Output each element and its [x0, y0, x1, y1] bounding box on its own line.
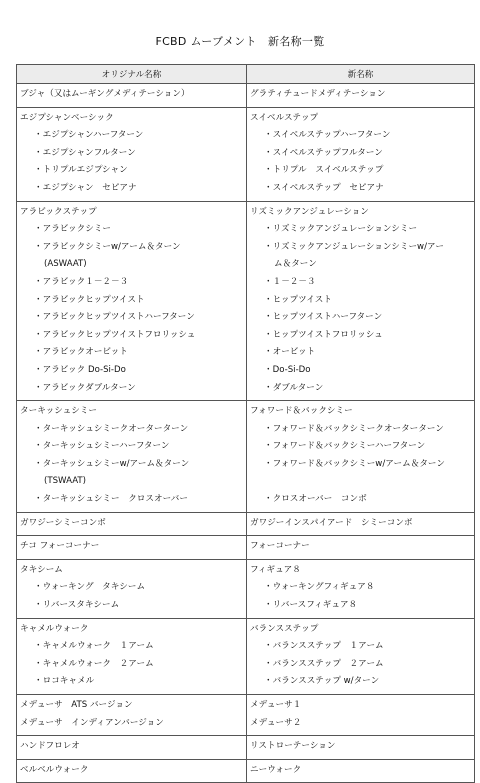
movement-variation: ・リバースフィギュア８ — [264, 600, 358, 611]
new-name-cell — [247, 736, 475, 760]
table-row — [17, 107, 475, 201]
movement-variation: ・ターキッシュシミーハーフターン — [34, 441, 170, 452]
movement-variation: ・アラビックシミーw/アーム＆ターン — [34, 241, 181, 252]
movement-variation: ・リズミックアンジュレーションシミー — [264, 224, 418, 235]
movement-variation: ・スイベルステップ セピアナ — [264, 182, 384, 193]
movement-variation: ・アラビックヒップツイストフロリッシュ — [34, 329, 196, 340]
table-row — [17, 512, 475, 536]
movement-variation: ・フォワード＆バックシミークオーターターン — [264, 423, 444, 434]
movement-variation: ・アラビックヒップツイスト — [34, 294, 145, 305]
new-name-header: 新名称 — [247, 65, 475, 84]
movement-variation: ・バランスステップ １アーム — [264, 641, 384, 652]
movement-variation: ・アラビックヒップツイストハーフターン — [34, 312, 195, 323]
movement-name: メデューサ インディアンバージョン — [20, 717, 164, 728]
movement-name: ガワジーシミーコンボ — [20, 517, 106, 528]
movement-name: ブジャ（又はムーギングメディテーション） — [20, 89, 190, 99]
original-name-cell — [17, 401, 247, 513]
movement-variation: ・エジプシャン セピアナ — [34, 182, 137, 193]
table-row — [17, 759, 475, 783]
movement-variation: ・フォワード＆バックシミーハーフターン — [264, 441, 426, 452]
movement-variation: ・ヒップツイスト — [264, 294, 332, 305]
new-name-cell — [247, 695, 475, 736]
document-title: FCBD ムーブメント 新名称一覧 — [155, 35, 325, 48]
movement-name: グラティチュードメディテーション — [250, 89, 386, 99]
movement-name: チコ フォーコーナー — [20, 541, 100, 552]
new-name-cell — [247, 618, 475, 694]
table-row — [17, 618, 475, 694]
table-row — [17, 401, 475, 513]
original-name-cell — [17, 759, 247, 783]
movement-name: リズミックアンジュレーション — [250, 206, 369, 217]
movement-name: ターキッシュシミー — [20, 406, 98, 417]
movement-name: フォーコーナー — [250, 541, 310, 552]
movement-variation: ・ヒップツイストハーフターン — [264, 312, 383, 323]
movement-name: タキシーム — [20, 564, 63, 575]
movement-variation: ・バランスステップ w/ターン — [264, 676, 380, 687]
movement-variation: ・ウォーキング タキシーム — [34, 582, 146, 593]
movement-name: バランスステップ — [250, 623, 319, 634]
movement-variation: (TSWAAT) — [44, 476, 87, 487]
movement-variation: ・オービット — [264, 347, 316, 358]
original-name-cell — [17, 107, 247, 201]
movement-variation: ・１－２－３ — [264, 276, 316, 287]
movement-variation: ・ターキッシュシミーw/アーム＆ターン — [34, 458, 190, 469]
movement-variation: ・エジプシャンフルターン — [34, 147, 136, 158]
movement-name: エジプシャンベーシック — [20, 112, 114, 123]
movement-variation: ・リバースタキシーム — [34, 600, 120, 611]
original-name-cell — [17, 512, 247, 536]
movement-variation: ・バランスステップ ２アーム — [264, 658, 384, 669]
movement-variation: ・フォワード＆バックシミーw/アーム＆ターン — [264, 458, 445, 469]
movement-variation: ・ヒップツイストフロリッシュ — [264, 329, 383, 340]
new-name-cell — [247, 201, 475, 401]
new-name-cell — [247, 559, 475, 618]
movement-variation: ・リズミックアンジュレーションシミーw/アー — [264, 241, 444, 252]
original-name-cell — [17, 559, 247, 618]
original-name-cell — [17, 695, 247, 736]
table-row — [17, 695, 475, 736]
movement-name: メデューサ２ — [250, 717, 302, 728]
movement-name: ガワジーインスパイアード シミーコンボ — [250, 517, 413, 528]
movement-name: メデューサ ATS バージョン — [20, 700, 133, 710]
movement-name: アラビックステップ — [20, 206, 97, 217]
movement-variation: ・スイベルステップハーフターン — [264, 130, 391, 141]
new-name-cell — [247, 84, 475, 108]
original-name-cell — [17, 84, 247, 108]
original-name-header: オリジナル名称 — [17, 65, 247, 84]
movement-variation: ・トリプルエジプシャン — [34, 165, 128, 176]
movement-name: フィギュア８ — [250, 564, 301, 575]
movement-variation: ・キャメルウォーク １アーム — [34, 641, 154, 652]
movement-variation: ・ターキッシュシミークオーターターン — [34, 423, 189, 434]
movement-name: ニーウォーク — [250, 764, 302, 775]
table-row — [17, 84, 475, 108]
movement-variation: ・アラビックシミー — [34, 224, 112, 235]
new-name-cell — [247, 536, 475, 560]
movement-name-table — [16, 64, 475, 783]
table-row — [17, 736, 475, 760]
movement-variation — [250, 473, 474, 491]
movement-name: リストローテーション — [250, 741, 336, 752]
new-name-cell — [247, 107, 475, 201]
table-row — [17, 559, 475, 618]
movement-variation: ・トリプル スイベルステップ — [264, 165, 384, 176]
movement-name: スイベルステップ — [250, 112, 319, 123]
table-row — [17, 536, 475, 560]
table-header-row — [17, 65, 475, 84]
movement-variation: ・クロスオーバー コンボ — [264, 494, 367, 505]
movement-variation: ・ウォーキングフィギュア８ — [264, 582, 375, 593]
table-body — [17, 84, 475, 783]
table-row — [17, 201, 475, 401]
movement-variation: ・Do-Si-Do — [264, 364, 311, 375]
new-name-cell — [247, 512, 475, 536]
movement-variation: (ASWAAT) — [44, 259, 87, 270]
movement-variation: ム＆ターン — [274, 259, 317, 270]
movement-name: フォワード＆バックシミー — [250, 406, 353, 417]
original-name-cell — [17, 736, 247, 760]
movement-variation: ・ターキッシュシミー クロスオーバー — [34, 494, 188, 505]
movement-variation: ・エジプシャンハーフターン — [34, 130, 144, 141]
movement-name: メデューサ１ — [250, 700, 302, 710]
movement-variation: ・ロコキャメル — [34, 676, 95, 687]
movement-variation: ・アラビックダブルターン — [34, 382, 136, 393]
movement-variation: ・ダブルターン — [264, 382, 324, 393]
movement-variation: ・キャメルウォーク ２アーム — [34, 658, 154, 669]
original-name-cell — [17, 618, 247, 694]
movement-name: ベルベルウォーク — [20, 764, 89, 775]
original-name-cell — [17, 536, 247, 560]
movement-variation: ・アラビック１－２－３ — [34, 276, 129, 287]
new-name-cell — [247, 401, 475, 513]
movement-variation: ・スイベルステップフルターン — [264, 147, 383, 158]
movement-name: ハンドフロレオ — [20, 741, 80, 752]
movement-variation: ・アラビックオービット — [34, 347, 128, 358]
movement-variation: ・アラビック Do-Si-Do — [34, 364, 126, 375]
movement-name: キャメルウォーク — [20, 623, 89, 634]
original-name-cell — [17, 201, 247, 401]
new-name-cell — [247, 759, 475, 783]
